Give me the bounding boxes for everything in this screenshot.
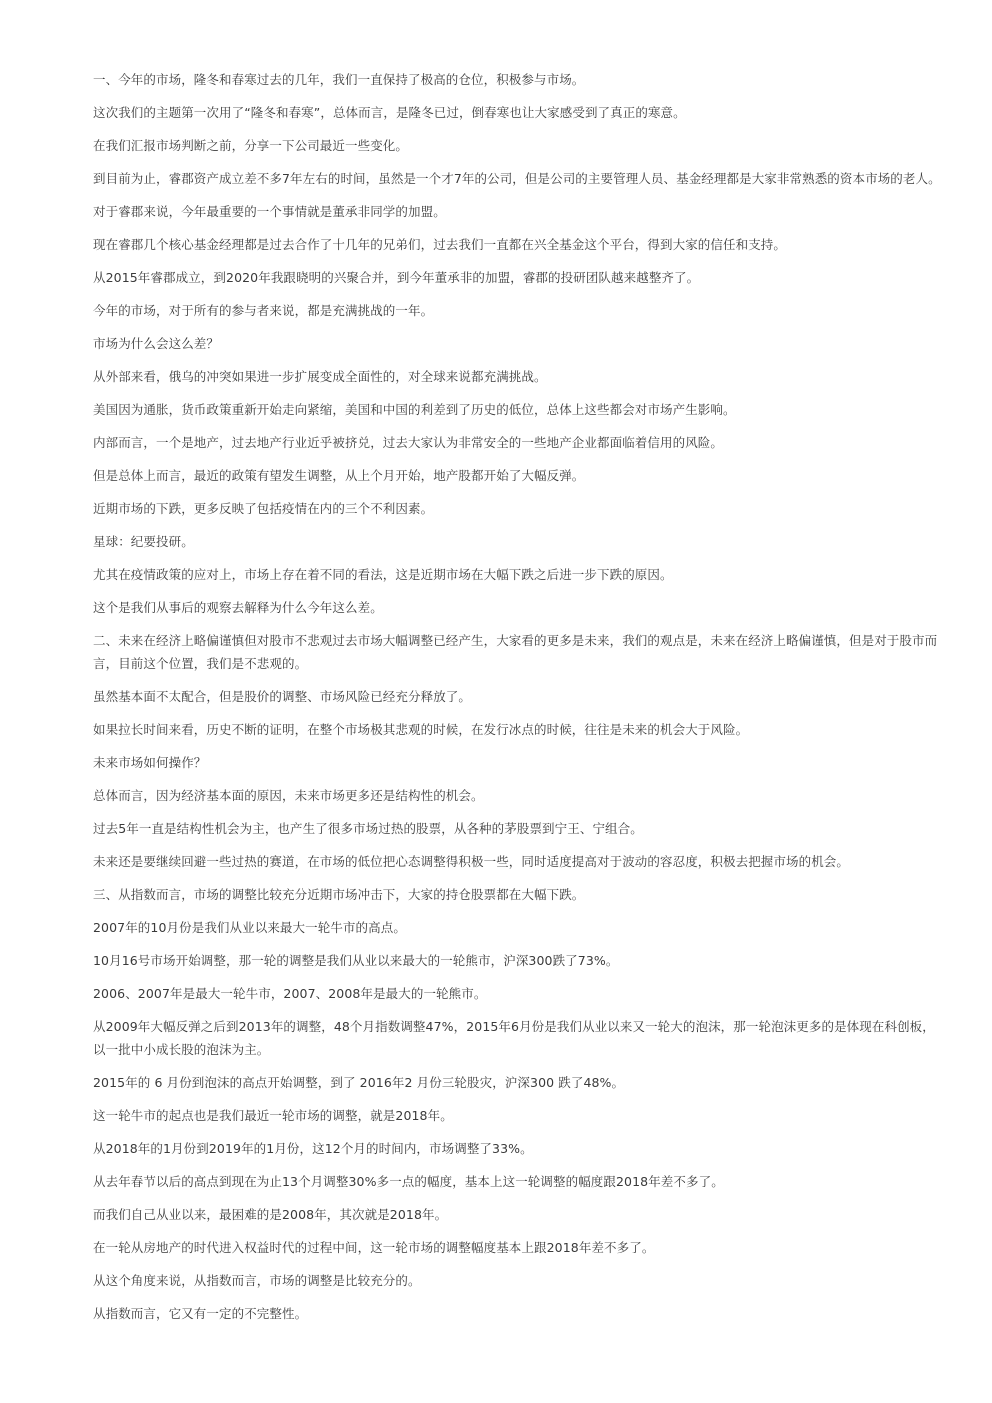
paragraph-3: 在我们汇报市场判断之前，分享一下公司最近一些变化。 <box>93 138 409 153</box>
paragraph-7: 从2015年睿郡成立，到2020年我跟晓明的兴聚合并，到今年董承非的加盟，睿郡的投研团队越来越整齐了。 <box>93 270 700 285</box>
paragraph-19: 虽然基本面不太配合，但是股价的调整、市场风险已经充分释放了。 <box>93 689 472 704</box>
paragraph-14: 近期市场的下跌，更多反映了包括疫情在内的三个不利因素。 <box>93 501 434 516</box>
paragraph-5: 对于睿郡来说，今年最重要的一个事情就是董承非同学的加盟。 <box>93 204 446 219</box>
paragraph-16: 尤其在疫情政策的应对上，市场上存在着不同的看法，这是近期市场在大幅下跌之后进一步下跌的原因。 <box>93 567 673 582</box>
paragraph-12: 内部而言，一个是地产，过去地产行业近乎被挤兑，过去大家认为非常安全的一些地产企业都面临着信用的风险。 <box>93 435 724 450</box>
paragraph-33: 从去年春节以后的高点到现在为止13个月调整30%多一点的幅度，基本上这一轮调整的幅度跟2018年差不多了。 <box>93 1174 724 1189</box>
paragraph-36: 从这个角度来说，从指数而言，市场的调整是比较充分的。 <box>93 1273 421 1288</box>
paragraph-13: 但是总体上而言，最近的政策有望发生调整，从上个月开始，地产股都开始了大幅反弹。 <box>93 468 585 483</box>
paragraph-1: 一、今年的市场，隆冬和春寒过去的几年，我们一直保持了极高的仓位，积极参与市场。 <box>93 72 585 87</box>
paragraph-31: 这一轮牛市的起点也是我们最近一轮市场的调整，就是2018年。 <box>93 1108 453 1123</box>
paragraph-4: 到目前为止，睿郡资产成立差不多7年左右的时间，虽然是一个才7年的公司，但是公司的主要管理人员、基金经理都是大家非常熟悉的资本市场的老人。 <box>93 171 941 186</box>
paragraph-22: 总体而言，因为经济基本面的原因，未来市场更多还是结构性的机会。 <box>93 788 484 803</box>
paragraph-34: 而我们自己从业以来，最困难的是2008年，其次就是2018年。 <box>93 1207 448 1222</box>
paragraph-23: 过去5年一直是结构性机会为主，也产生了很多市场过热的股票，从各种的茅股票到宁王、宁组合。 <box>93 821 643 836</box>
paragraph-6: 现在睿郡几个核心基金经理都是过去合作了十几年的兄弟们，过去我们一直都在兴全基金这个平台，得到大家的信任和支持。 <box>93 237 787 252</box>
paragraph-30: 2015年的 6 月份到泡沫的高点开始调整，到了 2016年2 月份三轮股灾，沪深300 跌了48%。 <box>93 1075 625 1090</box>
paragraph-37: 从指数而言，它又有一定的不完整性。 <box>93 1306 308 1321</box>
paragraph-32: 从2018年的1月份到2019年的1月份，这12个月的时间内，市场调整了33%。 <box>93 1141 533 1156</box>
document-body <box>93 68 943 1335</box>
paragraph-25: 三、从指数而言，市场的调整比较充分近期市场冲击下，大家的持仓股票都在大幅下跌。 <box>93 887 585 902</box>
paragraph-35: 在一轮从房地产的时代进入权益时代的过程中间，这一轮市场的调整幅度基本上跟2018年差不多了。 <box>93 1240 655 1255</box>
paragraph-20: 如果拉长时间来看，历史不断的证明，在整个市场极其悲观的时候，在发行冰点的时候，往往是未来的机会大于风险。 <box>93 722 749 737</box>
paragraph-27: 10月16号市场开始调整，那一轮的调整是我们从业以来最大的一轮熊市，沪深300跌了73%。 <box>93 953 619 968</box>
paragraph-17: 这个是我们从事后的观察去解释为什么今年这么差。 <box>93 600 383 615</box>
paragraph-28: 2006、2007年是最大一轮牛市，2007、2008年是最大的一轮熊市。 <box>93 986 487 1001</box>
paragraph-18: 二、未来在经济上略偏谨慎但对股市不悲观过去市场大幅调整已经产生，大家看的更多是未来，我们的观点是，未来在经济上略偏谨慎，但是对于股市而言，目前这个位置，我们是不悲观的。 <box>93 633 938 671</box>
paragraph-15: 星球：纪要投研。 <box>93 534 194 549</box>
paragraph-9: 市场为什么会这么差？ <box>93 336 220 351</box>
paragraph-26: 2007年的10月份是我们从业以来最大一轮牛市的高点。 <box>93 920 406 935</box>
paragraph-29: 从2009年大幅反弹之后到2013年的调整，48个月指数调整47%，2015年6月份是我们从业以来又一轮大的泡沫，那一轮泡沫更多的是体现在科创板，以一批中小成长股的泡沫为主。 <box>93 1019 935 1057</box>
paragraph-2: 这次我们的主题第一次用了“隆冬和春寒”，总体而言，是隆冬已过，倒春寒也让大家感受到了真正的寒意。 <box>93 105 686 120</box>
paragraph-24: 未来还是要继续回避一些过热的赛道，在市场的低位把心态调整得积极一些，同时适度提高对于波动的容忍度，积极去把握市场的机会。 <box>93 854 850 869</box>
paragraph-11: 美国因为通胀，货币政策重新开始走向紧缩，美国和中国的利差到了历史的低位，总体上这些都会对市场产生影响。 <box>93 402 736 417</box>
paragraph-8: 今年的市场，对于所有的参与者来说，都是充满挑战的一年。 <box>93 303 434 318</box>
paragraph-10: 从外部来看，俄乌的冲突如果进一步扩展变成全面性的，对全球来说都充满挑战。 <box>93 369 547 384</box>
paragraph-21: 未来市场如何操作？ <box>93 755 207 770</box>
